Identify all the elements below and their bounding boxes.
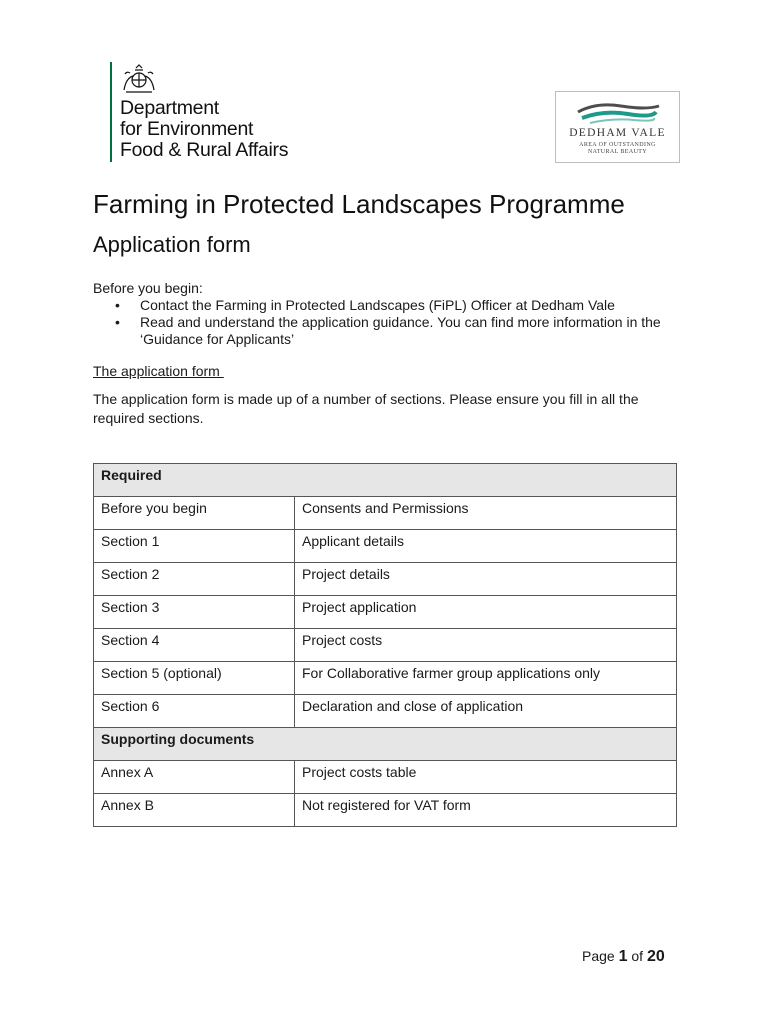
section-cell: Section 2 bbox=[94, 563, 295, 596]
sections-table bbox=[93, 463, 677, 827]
page-number bbox=[582, 948, 665, 966]
required-heading: Required bbox=[94, 464, 677, 497]
section-heading: The application form bbox=[93, 363, 224, 379]
page-title: Farming in Protected Landscapes Programme bbox=[93, 189, 625, 219]
bullet-icon: • bbox=[115, 314, 120, 330]
supporting-heading: Supporting documents bbox=[94, 728, 677, 761]
defra-name-line-3: Food & Rural Affairs bbox=[120, 139, 289, 161]
content-cell: Not registered for VAT form bbox=[295, 794, 677, 827]
page-label: Page bbox=[582, 948, 615, 964]
list-item bbox=[93, 314, 683, 348]
content-cell: Project costs bbox=[295, 629, 677, 662]
section-cell: Section 4 bbox=[94, 629, 295, 662]
table-row bbox=[94, 629, 677, 662]
list-item bbox=[93, 297, 683, 314]
table-row bbox=[94, 563, 677, 596]
intro-bullet-list bbox=[93, 297, 683, 348]
table-row bbox=[94, 761, 677, 794]
defra-green-bar bbox=[110, 62, 112, 162]
bullet-text: Contact the Farming in Protected Landscapes (FiPL) Officer at Dedham Vale bbox=[140, 297, 615, 313]
content-cell: Applicant details bbox=[295, 530, 677, 563]
defra-name-line-2: for Environment bbox=[120, 118, 254, 140]
section-cell: Annex A bbox=[94, 761, 295, 794]
intro-block bbox=[93, 280, 683, 348]
of-label: of bbox=[631, 948, 644, 964]
table-row bbox=[94, 662, 677, 695]
bullet-icon: • bbox=[115, 297, 120, 313]
table-group-header bbox=[94, 464, 677, 497]
table-row bbox=[94, 497, 677, 530]
table-row bbox=[94, 596, 677, 629]
page-current: 1 bbox=[618, 948, 628, 965]
content-cell: Project costs table bbox=[295, 761, 677, 794]
content-cell: Consents and Permissions bbox=[295, 497, 677, 530]
dedham-vale-subtitle-1: AREA OF OUTSTANDING bbox=[579, 142, 656, 148]
content-cell: Project details bbox=[295, 563, 677, 596]
section-cell: Section 6 bbox=[94, 695, 295, 728]
intro-lead: Before you begin: bbox=[93, 280, 203, 296]
section-cell: Section 1 bbox=[94, 530, 295, 563]
defra-name-line-1: Department bbox=[120, 97, 219, 119]
table-row bbox=[94, 530, 677, 563]
dedham-vale-logo bbox=[555, 91, 680, 163]
section-cell: Before you begin bbox=[94, 497, 295, 530]
table-row bbox=[94, 695, 677, 728]
section-cell: Annex B bbox=[94, 794, 295, 827]
dedham-vale-subtitle-2: NATURAL BEAUTY bbox=[587, 149, 648, 155]
page-subtitle: Application form bbox=[93, 232, 251, 257]
royal-crest-icon bbox=[120, 64, 158, 94]
dedham-vale-name: DEDHAM VALE bbox=[569, 127, 666, 139]
section-cell: Section 3 bbox=[94, 596, 295, 629]
landscape-swoosh-icon bbox=[576, 98, 661, 128]
content-cell: Declaration and close of application bbox=[295, 695, 677, 728]
content-cell: For Collaborative farmer group applications only bbox=[295, 662, 677, 695]
bullet-text: Read and understand the application guidance. You can find more information in the ‘Guidance for Applicants’ bbox=[140, 314, 661, 347]
table-group-header bbox=[94, 728, 677, 761]
page-total: 20 bbox=[646, 948, 665, 965]
intro-paragraph: The application form is made up of a number of sections. Please ensure you fill in all the required sections. bbox=[93, 391, 639, 426]
content-cell: Project application bbox=[295, 596, 677, 629]
table-row bbox=[94, 794, 677, 827]
section-cell: Section 5 (optional) bbox=[94, 662, 295, 695]
